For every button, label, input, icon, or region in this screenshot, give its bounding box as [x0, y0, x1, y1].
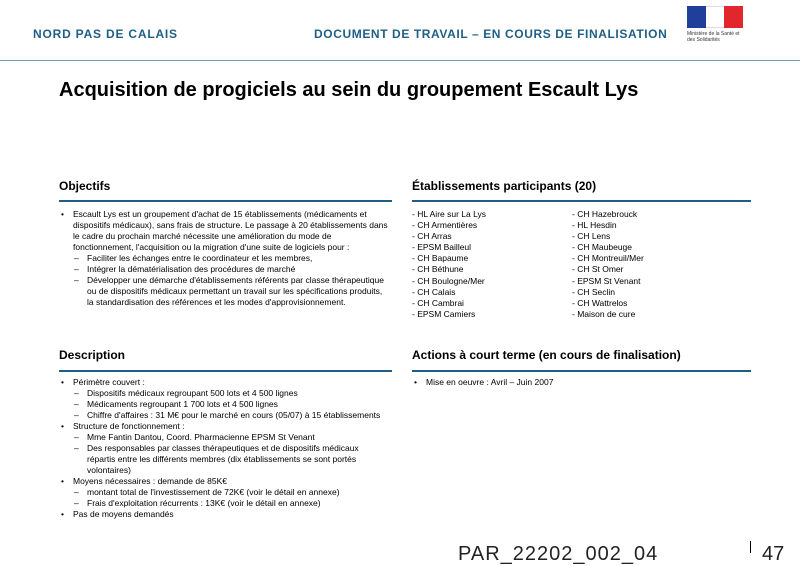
description-bullet-item: – Des responsables par classes thérapeutiques et de dispositifs médicaux répartis entre les différents membres (dix établissements se sont portés volontaires): [59, 443, 389, 476]
etablissements-col2: [572, 209, 644, 320]
description-bullet-item: – Dispositifs médicaux regroupant 500 lots et 4 500 lignes: [59, 388, 389, 399]
description-bullet-item: – montant total de l'investissement de 72K€ (voir le détail en annexe): [59, 487, 389, 498]
description-bullet-item: • Structure de fonctionnement :: [59, 421, 389, 432]
tricolor-flag-icon: [687, 6, 743, 28]
footer-reference: PAR_22202_002_04: [458, 543, 659, 565]
logo-caption: Ministère de la Santé et des Solidarités: [687, 31, 740, 43]
actions-list: [412, 377, 742, 388]
etablissement-item: - EPSM St Venant: [572, 275, 641, 286]
etablissement-item: - CH Calais: [412, 286, 456, 297]
etablissement-item: - CH Arras: [412, 231, 452, 242]
etablissements-rule: [412, 200, 751, 202]
description-bullet-item: – Mme Fantin Dantou, Coord. Pharmacienne EPSM St Venant: [59, 432, 389, 443]
objectifs-bullet-item: – Faciliter les échanges entre le coordinateur et les membres,: [59, 253, 389, 264]
page-title: Acquisition de progiciels au sein du groupement Escault Lys: [59, 79, 639, 101]
description-rule: [59, 370, 392, 372]
actions-bullet-item: • Mise en oeuvre : Avril – Juin 2007: [412, 377, 742, 388]
etablissement-item: - CH Lens: [572, 231, 611, 242]
etablissement-item: - EPSM Camiers: [412, 308, 476, 319]
page-number: 47: [762, 543, 785, 565]
description-list: [59, 377, 389, 520]
actions-rule: [412, 370, 751, 372]
etablissement-item: - CH Hazebrouck: [572, 209, 638, 219]
objectifs-bullet-item: – Intégrer la dématérialisation des procédures de marché: [59, 264, 389, 275]
header-region: NORD PAS DE CALAIS: [33, 27, 178, 41]
republic-logo: [687, 6, 745, 58]
header-status: DOCUMENT DE TRAVAIL – EN COURS DE FINALISATION: [314, 27, 668, 41]
footer-divider: [750, 541, 751, 553]
etablissement-item: - CH St Omer: [572, 264, 624, 275]
objectifs-rule: [59, 200, 392, 202]
actions-heading: Actions à court terme (en cours de finalisation): [412, 348, 681, 362]
etablissement-item: - CH Maubeuge: [572, 242, 633, 253]
description-heading: Description: [59, 348, 126, 362]
etablissement-item: - EPSM Bailleul: [412, 242, 472, 253]
etablissement-item: - CH Cambrai: [412, 297, 464, 308]
description-bullet-item: – Frais d'exploitation récurrents : 13K€ (voir le détail en annexe): [59, 498, 389, 509]
objectifs-bullet-item: • Escault Lys est un groupement d'achat de 15 établissements (médicaments et dispositifs médicaux), sans frais de structure. Le passage à 20 établissements dans le cadre du prochain marché nécessite une amélioration du mode de fonctionnement, l'acquisition ou la migration d'une suite de logiciels pour :: [59, 209, 389, 253]
etablissement-item: - CH Boulogne/Mer: [412, 275, 485, 286]
description-bullet-item: • Pas de moyens demandés: [59, 509, 389, 520]
description-bullet-item: • Moyens nécessaires : demande de 85K€: [59, 476, 389, 487]
objectifs-heading: Objectifs: [59, 179, 111, 193]
etablissement-item: - CH Bapaume: [412, 253, 469, 264]
etablissement-item: - CH Béthune: [412, 264, 464, 275]
description-bullet-item: • Périmètre couvert :: [59, 377, 389, 388]
etablissement-item: - CH Armentières: [412, 220, 478, 231]
etablissements-col1: [412, 209, 486, 320]
description-bullet-item: – Médicaments regroupant 1 700 lots et 4 500 lignes: [59, 399, 389, 410]
etablissement-item: - CH Wattrelos: [572, 297, 628, 308]
description-bullet-item: – Chiffre d'affaires : 31 M€ pour le marché en cours (05/07) à 15 établissements: [59, 410, 389, 421]
etablissement-item: - HL Aire sur La Lys: [412, 209, 487, 219]
etablissement-item: - Maison de cure: [572, 308, 636, 319]
etablissement-item: - CH Montreuil/Mer: [572, 253, 644, 264]
etablissement-item: - CH Seclin: [572, 286, 615, 297]
objectifs-bullet-item: – Développer une démarche d'établissements référents par classe thérapeutique ou de dispositifs médicaux permettant un travail sur les spécifications produits, la standardisation des références et les modes d'approvisionnement.: [59, 275, 389, 308]
etablissements-heading: Établissements participants (20): [412, 179, 597, 193]
header-divider: [0, 60, 800, 61]
etablissement-item: - HL Hesdin: [572, 220, 617, 231]
objectifs-list: [59, 209, 389, 308]
